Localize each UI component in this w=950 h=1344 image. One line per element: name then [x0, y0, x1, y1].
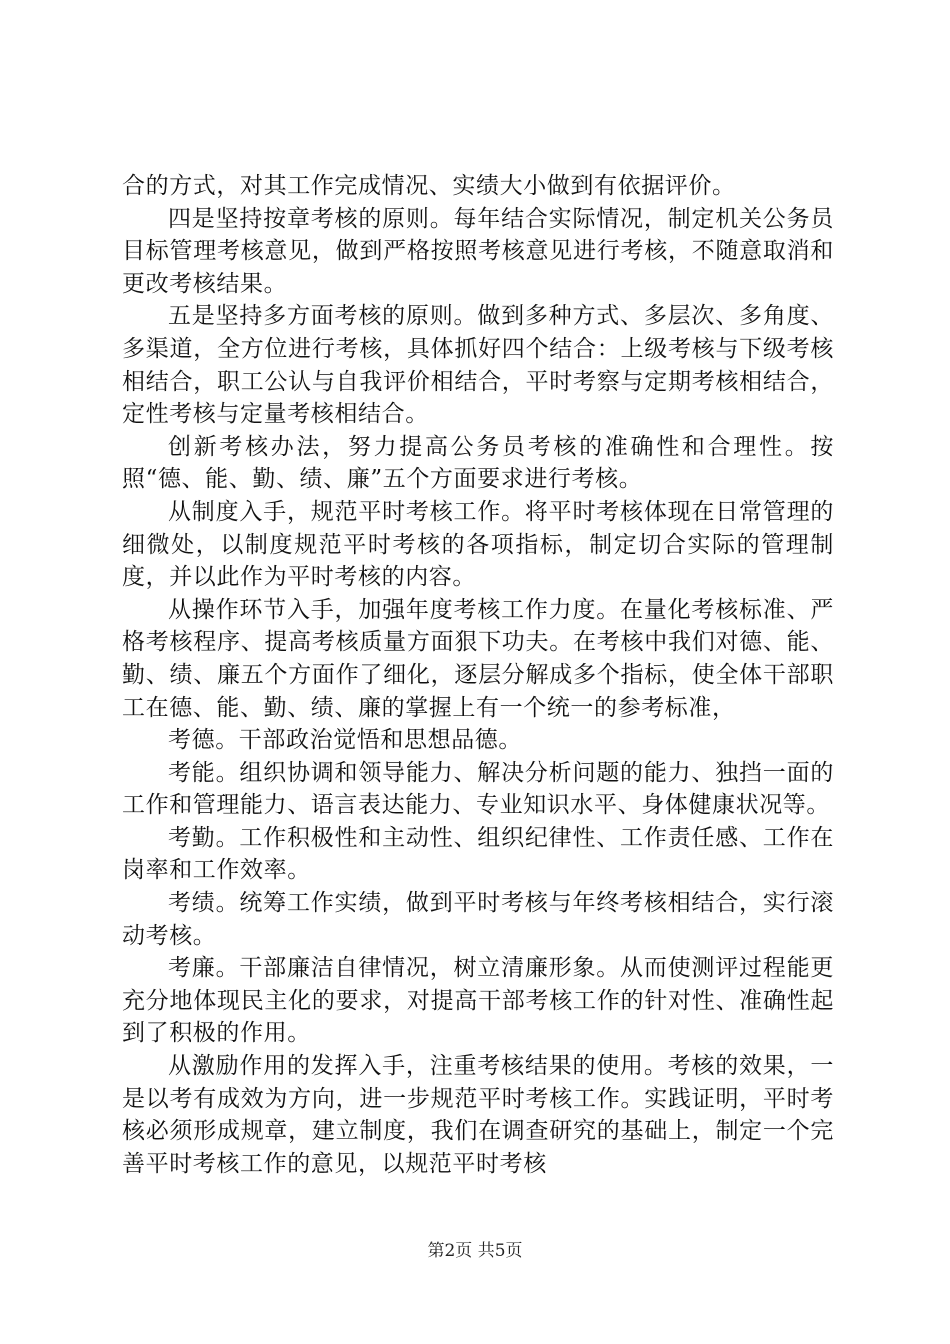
paragraph-performance: 考绩。统筹工作实绩，做到平时考核与年终考核相结合，实行滚动考核。: [122, 890, 834, 949]
document-body: [122, 170, 834, 1180]
paragraph-system: 从制度入手，规范平时考核工作。将平时考核体现在日常管理的细微处，以制度规范平时考核的各项指标，制定切合实际的管理制度，并以此作为平时考核的内容。: [122, 498, 834, 591]
paragraph-principle-four: 四是坚持按章考核的原则。每年结合实际情况，制定机关公务员目标管理考核意见，做到严格按照考核意见进行考核，不随意取消和更改考核结果。: [122, 205, 834, 297]
paragraph-principle-five: 五是坚持多方面考核的原则。做到多种方式、多层次、多角度、多渠道，全方位进行考核，具体抓好四个结合：上级考核与下级考核相结合，职工公认与自我评价相结合，平时考察与定期考核相结合，定性考核与定量考核相结合。: [122, 303, 834, 428]
paragraph-morality: 考德。干部政治觉悟和思想品德。: [168, 727, 522, 754]
paragraph-integrity: 考廉。干部廉洁自律情况，树立清廉形象。从而使测评过程能更充分地体现民主化的要求，对提高干部考核工作的针对性、准确性起到了积极的作用。: [122, 955, 834, 1047]
page-number-footer: 第2页 共5页: [427, 1241, 523, 1261]
paragraph-continuation: 合的方式，对其工作完成情况、实绩大小做到有依据评价。: [122, 173, 736, 199]
paragraph-incentive: 从激励作用的发挥入手，注重考核结果的使用。考核的效果，一是以考有成效为方向，进一步规范平时考核工作。实践证明，平时考核必须形成规章，建立制度，我们在调查研究的基础上，制定一个完善平时考核工作的意见，以规范平时考核: [122, 1053, 834, 1177]
paragraph-ability: 考能。组织协调和领导能力、解决分析问题的能力、独挡一面的工作和管理能力、语言表达能力、专业知识水平、身体健康状况等。: [122, 759, 834, 819]
paragraph-diligence: 考勤。工作积极性和主动性、组织纪律性、工作责任感、工作在岗率和工作效率。: [122, 824, 834, 884]
paragraph-innovate-methods: 创新考核办法，努力提高公务员考核的准确性和合理性。按照“德、能、勤、绩、廉”五个方面要求进行考核。: [122, 433, 834, 493]
paragraph-operation: 从操作环节入手，加强年度考核工作力度。在量化考核标准、严格考核程序、提高考核质量方面狠下功夫。在考核中我们对德、能、勤、绩、廉五个方面作了细化，逐层分解成多个指标，使全体干部职工在德、能、勤、绩、廉的掌握上有一个统一的参考标准，: [122, 596, 834, 721]
